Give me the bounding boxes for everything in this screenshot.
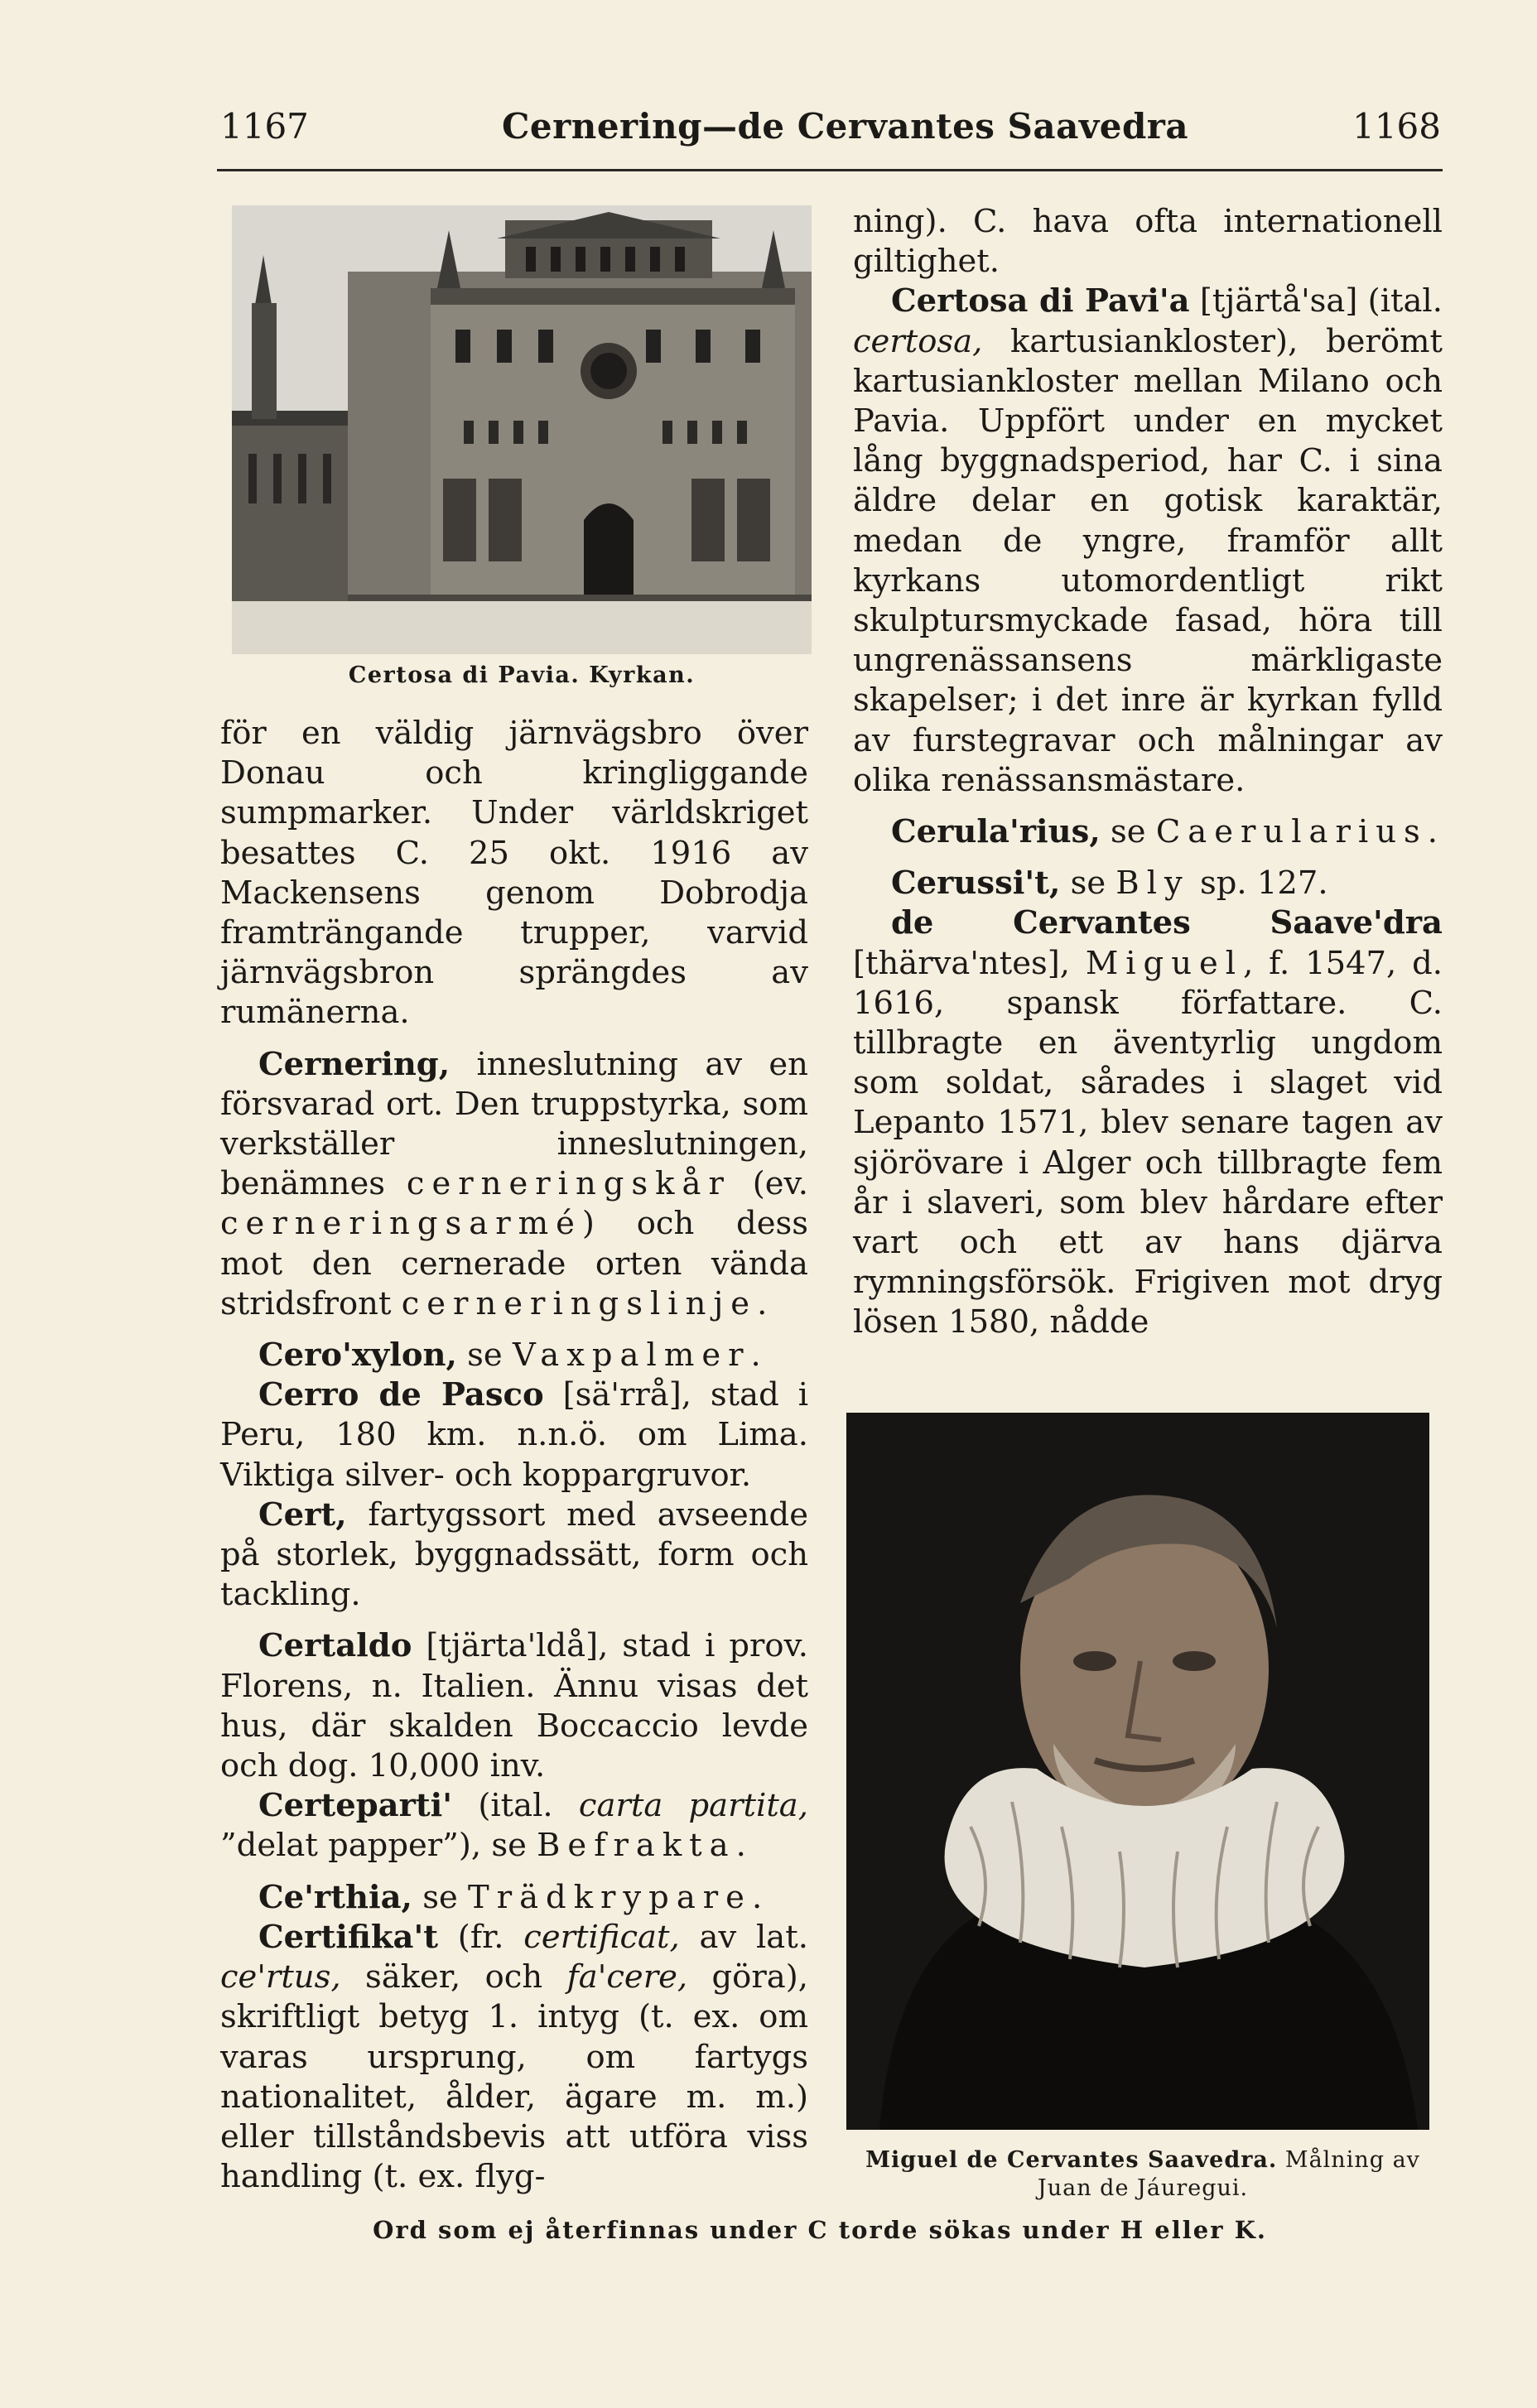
- certosa-caption: Certosa di Pavia. Kyrkan.: [348, 662, 696, 688]
- entry-certeparti: Certeparti' (ital. carta partita, ”delat papper”), se Befrakta.: [220, 1787, 808, 1865]
- entry-ceroxylon: Cero'xylon, se Vaxpalmer.: [258, 1336, 761, 1375]
- entry-certosa-di-pavia: Certosa di Pavi'a [tjärtå'sa] (ital. certosa, kartusiankloster), berömt kartusiankloster mellan Milano och Pavia. Uppfört under en mycket lång byggnadsperiod, har C. i sina äldre delar en gotisk karaktär, medan de yngre, framför allt kyrkans utomordentligt rikt skulptursmyckade fasad, höra till ungrenässansens märkligaste skapelser; i det inre är kyrkan fylld av furstegravar och målningar av olika renässansmästare.: [853, 282, 1443, 799]
- entry-bro-continued: för en väldig järnvägsbro över Donau och kringliggande sumpmarker. Under världskriget besattes C. 25 okt. 1916 av Mackensens genom Dobrodja framträngande trupper, varvid järnvägsbron sprängdes av rumänerna.: [220, 715, 808, 1032]
- entry-cernering: Cernering, inneslutning av en försvarad ort. Den truppstyrka, som verkställer inneslutningen, benämnes cerneringskår (ev. cerneringsarmé) och dess mot den cernerade orten vända stridsfront cerneringslinje.: [220, 1045, 808, 1322]
- portrait-caption: Miguel de Cervantes Saavedra. Målning av Juan de Jáuregui.: [865, 2147, 1420, 2201]
- entry-cerussit: Cerussi't, se Bly sp. 127.: [891, 864, 1328, 903]
- running-header: [220, 106, 1441, 164]
- entry-cert: Cert, fartygssort med avseende på storlek, byggnadssätt, form och tackling.: [220, 1495, 808, 1614]
- entry-cervantes: de Cervantes Saave'dra [thärva'ntes], Miguel, f. 1547, d. 1616, spansk författare. C. tillbragte en äventyrlig ungdom som soldat, sårades i slaget vid Lepanto 1571, blev senare tagen av sjörövare i Alger och tillbragte fem år i slaveri, som blev hårdare efter vart och ett av hans djärva rymningsförsök. Frigiven mot dryg lösen 1580, nådde: [853, 904, 1443, 1341]
- cervantes-portrait: [846, 1413, 1429, 2130]
- entry-certifikat: Certifika't (fr. certificat, av lat. ce'rtus, säker, och fa'cere, göra), skriftligt betyg 1. intyg (t. ex. om varas ursprung, om fartygs nationalitet, ålder, ägare m. m.) eller tillståndsbevis att utföra viss handling (t. ex. flyg-: [220, 1918, 808, 2196]
- header-rule: [217, 169, 1443, 171]
- entry-certifikat-continued: ning). C. hava ofta internationell giltighet.: [853, 203, 1443, 281]
- certosa-photo: [232, 205, 812, 654]
- entry-certaldo: Certaldo [tjärta'ldå], stad i prov. Florens, n. Italien. Ännu visas det hus, där skalden Boccaccio levde och dog. 10,000 inv.: [220, 1627, 808, 1785]
- entry-certhia: Ce'rthia, se Trädkrypare.: [258, 1878, 763, 1916]
- page-number-left: 1167: [220, 106, 309, 147]
- page-footer: Ord som ej återfinnas under C torde sökas under H eller K.: [373, 2216, 1267, 2244]
- page-title: Cernering—de Cervantes Saavedra: [502, 106, 1189, 147]
- left-column: [220, 714, 808, 2197]
- right-column: [853, 202, 1443, 1343]
- entry-cerularius: Cerula'rius, se Caerularius.: [891, 813, 1438, 851]
- page-number-right: 1168: [1352, 106, 1441, 147]
- entry-cerro-de-pasco: Cerro de Pasco [sä'rrå], stad i Peru, 180 km. n.n.ö. om Lima. Viktiga silver- och koppargruvor.: [220, 1376, 809, 1494]
